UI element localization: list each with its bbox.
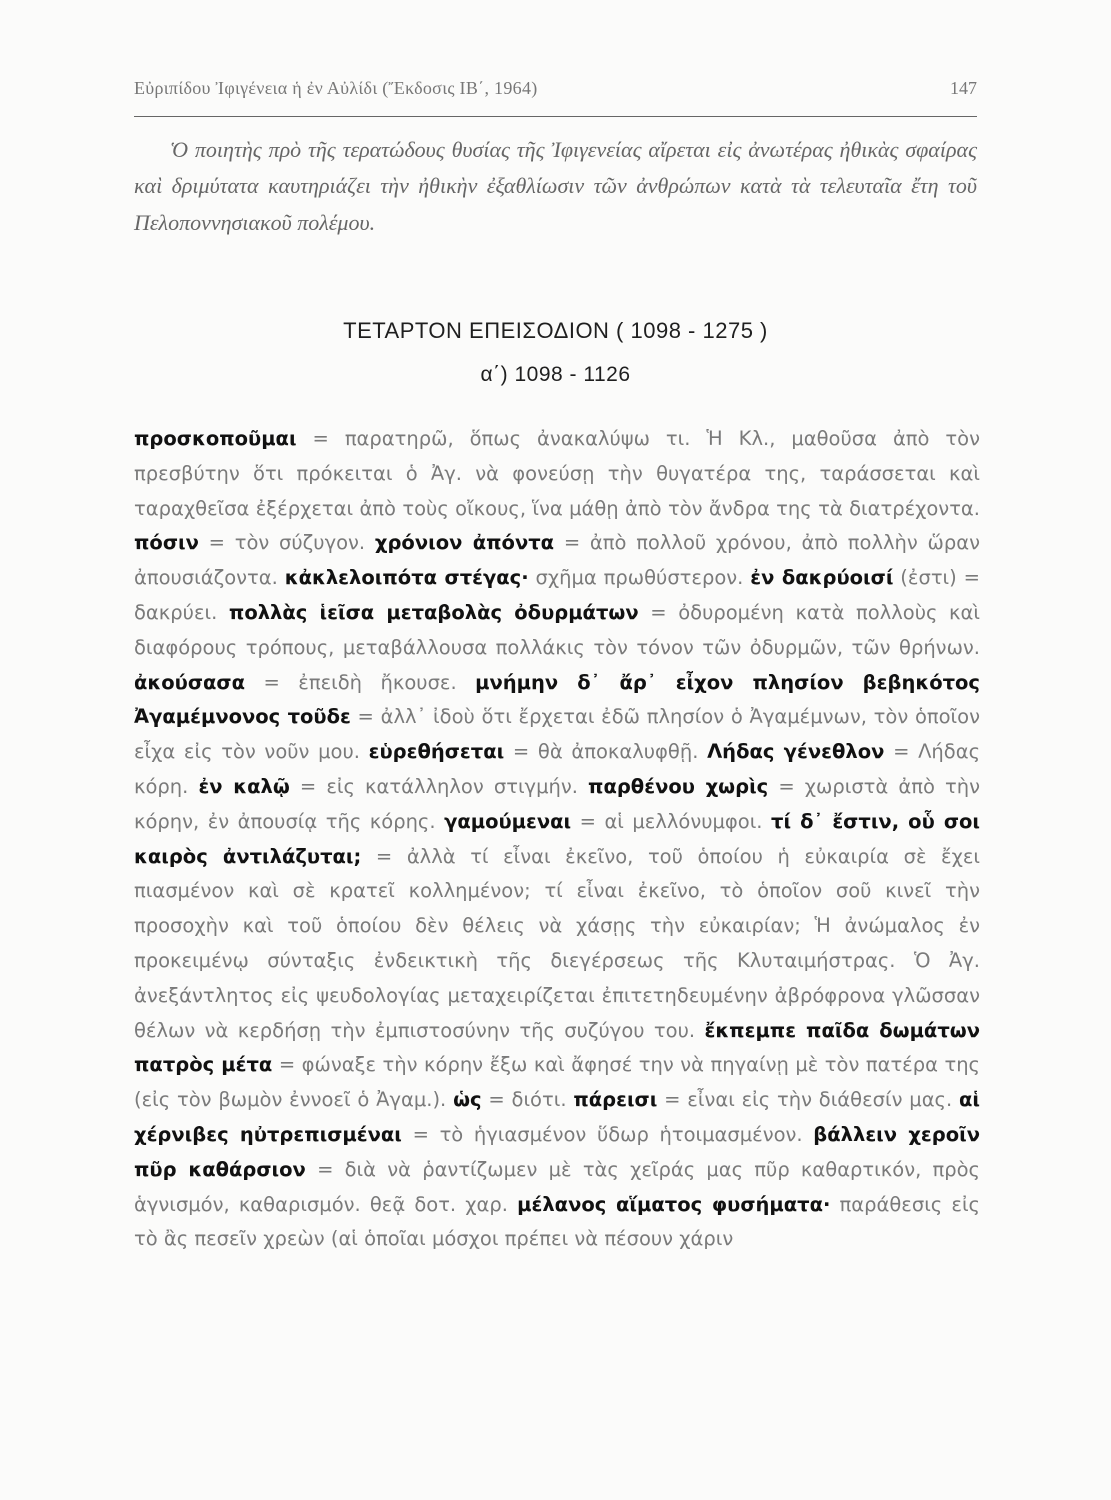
lemma: Λήδας γένεθλον [707, 740, 885, 764]
gloss: σχῆμα πρωθύστερον. [528, 566, 751, 590]
lemma: κἀκλελοιπότα στέγας· [284, 566, 529, 590]
lemma: εὑρεθήσεται [368, 740, 505, 764]
lemma: ἐν δακρύοισί [750, 566, 894, 590]
lemma: προσκοποῦμαι [134, 427, 297, 450]
introductory-note: Ὁ ποιητὴς πρὸ τῆς τερατώδους θυσίας τῆς Ἰφιγενείας αἴρεται εἰς ἀνωτέρας ἠθικὰς σφαίρας καὶ δριμύτατα καυτηριάζει τὴν ἠθικὴν ἐξαθλίωσιν τῶν ἀνθρώπων κατὰ τὰ τελευταῖα ἔτη τοῦ Πελοποννησιακοῦ πολέμου. [134, 137, 977, 235]
gloss: = αἱ μελλόνυμφοι. [571, 809, 771, 833]
gloss: = ὀδυρομένη κατὰ πολλοὺς καὶ διαφόρους τρόπους, μεταβάλλουσα πολλάκις τὸν τόνον τῶν ὀδυρμῶν, τῶν θρήνων. [134, 600, 980, 659]
lemma: χρόνιον ἀπόντα [374, 531, 555, 555]
sub-heading: α΄) 1098 - 1126 [480, 363, 631, 386]
lemma: ὡς [453, 1088, 482, 1112]
lemma: πόσιν [134, 531, 199, 555]
gloss: = διότι. [481, 1088, 574, 1112]
gloss: = διὰ νὰ ῥαντίζωμεν μὲ τὰς χεῖράς μας πῦρ καθαρτικόν, πρὸς ἁγνισμόν, καθαρισμόν. θεᾷ δοτ. χαρ. [134, 1157, 981, 1216]
gloss: = ἀλλὰ τί εἶναι ἐκεῖνο, τοῦ ὁποίου ἡ εὐκαιρία σὲ ἔχει πιασμένον καὶ σὲ κρατεῖ κολλημένον; τί εἶναι ἐκεῖνο, τὸ ὁποῖον σοῦ κινεῖ τὴν προσοχὴν καὶ τοῦ ὁποίου δὲν θέλεις νὰ χάσῃς τὴν εὐκαιρίαν; Ἡ ἀνώμαλος ἐν προκειμένῳ σύνταξις ἐνδεικτικὴ τῆς διεγέρσεως τῆς Κλυταιμήστρας. Ὁ Ἀγ. ἀνεξάντλητος εἰς ψευδολογίας μεταχειρίζεται ἐπιτετηδευμένην ἀβρόφρονα γλῶσσαν θέλων νὰ κερδήσῃ τὴν ἐμπιστοσύνην τῆς συζύγου του. [134, 844, 981, 1042]
lemma: πάρεισι [573, 1088, 658, 1112]
gloss: = ἀλλ᾽ ἰδοὺ ὅτι ἔρχεται ἐδῶ πλησίον ὁ Ἀγαμέμνων, τὸν ὁποῖον εἶχα εἰς τὸν νοῦν μου. [134, 705, 980, 764]
gloss: = χωριστὰ ἀπὸ τὴν κόρην, ἐν ἀπουσίᾳ τῆς κόρης. [134, 774, 980, 833]
lemma: μνήμην δ᾽ ἄρ᾽ εἶχον πλησίον βεβηκότος Ἀγαμέμνονος τοῦδε [134, 670, 980, 729]
gloss: = φώναξε τὴν κόρην ἔξω καὶ ἄφησέ την νὰ πηγαίνῃ μὲ τὸν πατέρα της (εἰς τὸν βωμὸν ἐννοεῖ ὁ Ἀγαμ.). [134, 1053, 981, 1112]
lemma: μέλανος αἵματος φυσήματα· [517, 1192, 831, 1216]
gloss: (ἐστι) = δακρύει. [134, 566, 980, 624]
lemma: παρθένου χωρὶς [588, 774, 769, 798]
gloss: = τὸ ἡγιασμένον ὕδωρ ἡτοιμασμένον. [401, 1122, 814, 1146]
lemma: ἐν καλῷ [198, 774, 290, 798]
lemma: πολλὰς ἱεῖσα μεταβολὰς ὀδυρμάτων [228, 600, 639, 624]
running-head [134, 78, 977, 104]
running-head-title: Εὐριπίδου Ἰφιγένεια ἡ ἐν Αὐλίδι (Ἔκδοσις ΙΒ΄, 1964) [134, 78, 538, 98]
lemma: ἔκπεμπε παῖδα δωμάτων πατρὸς μέτα [134, 1018, 980, 1077]
lemma: γαμούμεναι [444, 809, 572, 833]
gloss: παράθεσις εἰς τὸ ἂς πεσεῖν χρεὼν (αἱ ὁποῖαι μόσχοι πρέπει νὰ πέσουν χάριν [134, 1192, 980, 1251]
lemma: βάλλειν χεροῖν πῦρ καθάρσιον [134, 1122, 980, 1181]
gloss: = εἰς κατάλληλον στιγμήν. [289, 774, 589, 798]
commentary-text [134, 422, 980, 1257]
gloss: = θὰ ἀποκαλυφθῇ. [504, 740, 708, 764]
lemma: αἱ χέρνιβες ηὐτρεπισμέναι [134, 1088, 980, 1146]
gloss: = ἐπειδὴ ἤκουσε. [244, 670, 476, 694]
gloss: = Λήδας κόρη. [134, 740, 981, 798]
header-rule [134, 116, 977, 117]
gloss: = παρατηρῶ, ὅπως ἀνακαλύψω τι. Ἡ Κλ., μαθοῦσα ἀπὸ τὸν πρεσβύτην ὅτι πρόκειται ὁ Ἀγ. νὰ φονεύσῃ τὴν θυγατέρα της, ταράσσεται καὶ ταραχθεῖσα ἐξέρχεται ἀπὸ τοὺς οἴκους, ἵνα μάθῃ ἀπὸ τὸν ἄνδρα της τὰ διατρέχοντα. [134, 427, 980, 520]
lemma: ἀκούσασα [134, 670, 245, 694]
lemma: τί δ᾽ ἔστιν, οὗ σοι καιρὸς ἀντιλάζυται; [134, 809, 980, 868]
section-heading: ΤΕΤΑΡΤΟΝ ΕΠΕΙΣΟΔΙΟΝ ( 1098 - 1275 ) [343, 318, 768, 343]
page-number: 147 [950, 78, 977, 98]
gloss: = ἀπὸ πολλοῦ χρόνου, ἀπὸ πολλὴν ὥραν ἀπουσιάζοντα. [134, 531, 981, 590]
gloss: = εἶναι εἰς τὴν διάθεσίν μας. [657, 1088, 959, 1112]
gloss: = τὸν σύζυγον. [198, 531, 375, 555]
